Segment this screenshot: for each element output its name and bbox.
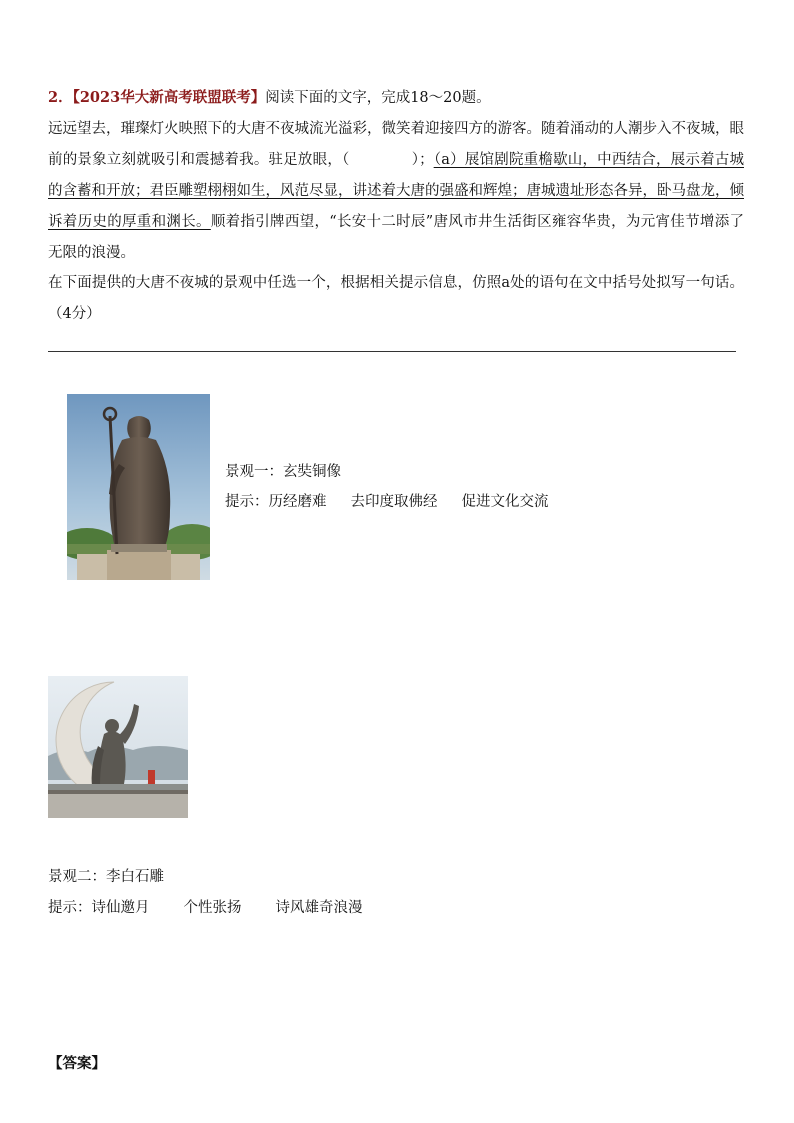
question-number: 2．: [48, 89, 73, 106]
scene2-hint-2: 个性张扬: [183, 900, 242, 916]
scene1-hint-label: 提示：: [225, 494, 269, 510]
passage-model-sentence: （a）展馆剧院重檐歇山，中西结合，展示着古城的含蓄和开放；君臣雕塑栩栩如生，风范尽显，讲述着大唐的强盛和辉煌；唐城遗址形态各异，卧马盘龙，倾诉着历史的厚重和渊长。: [48, 152, 744, 230]
scene1-hint-2: 去印度取佛经: [350, 494, 438, 510]
scene2-title: 景观二：李白石雕: [48, 869, 164, 885]
scene2-hints: [48, 896, 387, 917]
scene2-hint-label: 提示：: [48, 900, 92, 916]
scene2-hint-3: 诗风雄奇浪漫: [275, 900, 363, 916]
question-header: [48, 86, 491, 107]
passage-tail: 顺着指引牌西望，“长安十二时辰”唐风市井生活街区雍容华贵，为元宵佳节增添了无限的浪漫。: [48, 214, 745, 261]
task-text: 在下面提供的大唐不夜城的景观中任选一个，根据相关提示信息，仿照a处的语句在文中括号处拟写一句话。（4分）: [48, 275, 744, 322]
passage: [48, 114, 744, 269]
passage-after-blank: ）；: [411, 152, 434, 168]
xuanzang-statue-photo: [67, 394, 210, 580]
scene1-hint-3: 促进文化交流: [461, 494, 549, 510]
question-source: 【2023华大新高考联盟联考】: [72, 89, 266, 106]
scene1-hints: [225, 490, 573, 511]
passage-lead: 远远望去，璀璨灯火映照下的大唐不夜城流光溢彩，微笑着迎接四方的游客。随着涌动的人潮步入不夜城，眼前的景象立刻就吸引和震撼着我。驻足放眼，（: [48, 121, 744, 168]
scene1-title: 景观一：玄奘铜像: [225, 464, 341, 480]
scene1-hint-1: 历经磨难: [268, 494, 327, 510]
answer-label: 【答案】: [48, 1055, 106, 1072]
scene2-hint-1: 诗仙邀月: [91, 900, 150, 916]
question-instruction: 阅读下面的文字，完成18～20题。: [265, 90, 491, 106]
libai-statue-photo: [48, 676, 188, 818]
answer-line: [48, 351, 736, 352]
